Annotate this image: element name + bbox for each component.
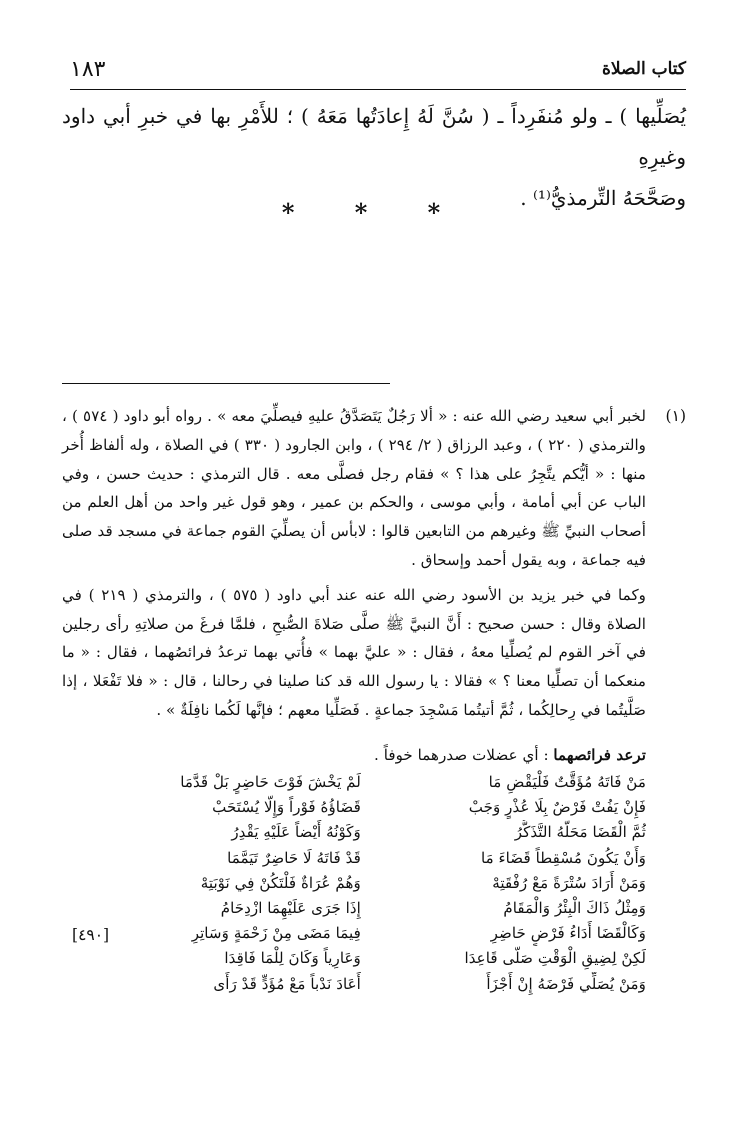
poem-hemistich-first: ثُمَّ الْقَضَا مَحَلُّهُ التَّذَكُّرُ — [514, 823, 646, 842]
poem-verse — [118, 846, 646, 871]
gloss-term: ترعد فرائصهما — [553, 746, 646, 764]
page-number: ١٨٣ — [70, 57, 106, 82]
verse-margin-number: [٤٩٠] — [72, 926, 110, 944]
running-header — [70, 57, 686, 90]
poem-verse — [118, 921, 646, 946]
poem-hemistich-first: وَمِثْلُ ذَاكَ الْبِئْرُ وَالْمَقَامُ — [503, 899, 646, 918]
poem-hemistich-second: فِيمَا مَضَى مِنْ زَحْمَةٍ وَسَاتِرِ — [191, 924, 361, 943]
main-text-line: يُصَلِّيها ) ـ ولو مُنفَرِداً ـ ( سُنَّ لَهُ إِعادَتُها مَعَهُ ) ؛ للأَمْرِ بها في خبرِ أبي داود وغيرِهِ — [62, 104, 686, 169]
footnote — [62, 402, 686, 731]
poem-verse — [118, 972, 646, 997]
poem-hemistich-first: وَمَنْ أَرَادَ سُتْرَةً مَعْ رُفْقَتِهْ — [492, 873, 646, 892]
book-title: كتاب الصلاة — [601, 59, 686, 79]
poem-hemistich-second: قَدْ فَاتَهُ لَا حَاضِرٌ تَيَمَّمَا — [227, 848, 361, 867]
poem-hemistich-second: لَمْ يَخْشَ فَوْتَ حَاضِرٍ بَلْ قَدَّمَا — [180, 773, 361, 791]
poem-hemistich-first: فَإِنْ يَفُتْ فَرْضٌ بِلَا عُذْرٍ وَجَبْ — [468, 798, 646, 817]
poem-verse — [118, 871, 646, 896]
gloss-line — [62, 742, 646, 768]
footnote-rule — [62, 383, 390, 384]
poem-hemistich-second: قَضَاؤُهُ فَوْراً وَإِلَّا يُسْتَحَبْ — [212, 798, 361, 817]
main-text-line: وصَحَّحَهُ التِّرمذيُّ⁽¹⁾ . — [520, 186, 686, 210]
footnote-number: (١) — [665, 407, 686, 425]
section-separator: * * * — [281, 198, 467, 227]
footnote-body — [62, 402, 646, 725]
poem-hemistich-first: وَأَنْ يَكُونَ مُسْقِطاً قَضَاءَ مَا — [480, 848, 646, 867]
poem-hemistich-second: وَعَارِياً وَكَانَ لِلْمَا فَاقِدَا — [224, 949, 361, 968]
poem-hemistich-second: وَهُمْ عُرَاةٌ فَلْتَكُنْ فِي نَوْبَتِهْ — [200, 873, 361, 892]
poem-verse — [118, 770, 646, 795]
poem-hemistich-second: أَعَادَ نَدْباً مَعْ مُؤَدٍّ قَدْ رَأَى — [213, 974, 361, 993]
poem-verse — [118, 896, 646, 921]
poem-hemistich-second: وَكَوْنُهُ أَيْضاً عَلَيْهِ يَقْدِرُ — [231, 823, 361, 842]
poem-verse — [118, 820, 646, 845]
poem-verse — [118, 946, 646, 971]
footnote-paragraph: لخبر أبي سعيد رضي الله عنه : « ألا رَجُلٌ يَتَصَدَّقُ عليهِ فيصلِّيَ معه » . رواه أبو داود ( ٥٧٤ ) ، والترمذي ( ٢٢٠ ) ، وعبد الرزاق ( ٢/ ٢٩٤ ) ، وابن الجارود ( ٣٣٠ ) في الصلاة ، وله ألفاظ أُخر منها : « أيُّكم يتَّجِرُ على هذا ؟ » فقام رجل فصلَّى معه . قال الترمذي : حديث حسن ، وفي الباب عن أبي أمامة ، وأبي موسى ، والحكم بن عمير ، وهو قول غير واحد من أهل العلم من أصحاب النبيِّ ﷺ وغيرهم من التابعين قالوا : لابأس أن يصلِّيَ القوم جماعة في مسجد قد صلى فيه جماعة ، وبه يقول أحمد وإسحاق . — [62, 407, 646, 569]
poem-verse — [118, 795, 646, 820]
poem — [118, 770, 646, 997]
gloss-definition: : أي عضلات صدرهما خوفاً . — [374, 746, 549, 764]
poem-hemistich-first: وَكَالْقَضَا أَدَاءُ فَرْضٍ حَاضِرِ — [490, 924, 646, 943]
poem-hemistich-first: وَمَنْ يُصَلِّي فَرْضَهُ إِنْ أَجْزَأَ — [486, 974, 646, 993]
poem-hemistich-first: مَنْ فَاتَهُ مُؤَقَّتٌ فَلْيَقْضِ مَا — [488, 773, 646, 791]
footnote-paragraph: وكما في خبر يزيد بن الأسود رضي الله عنه عند أبي داود ( ٥٧٥ ) ، والترمذي ( ٢١٩ ) في الصلاة وقال : حسن صحيح : أَنَّ النبيَّ ﷺ صلَّى صَلاةَ الصُّبحِ ، فلمَّا فرغَ من صلاتِهِ رأى رجلين في آخر القوم لم يُصلِّيا معهُ ، فقال : « عليَّ بهما » فأُتي بهما ترعدُ فرائصُهما ، فقال : « ما منعكما أن تصلِّيا معنا ؟ » فقالا : يا رسول الله قد كنا صلينا في رحالنا ، قال : « فلا تَفْعَلا ، إذا صَلَّيتُما في رِحالِكُما ، ثُمَّ أتيتُما مَسْجِدَ جماعةٍ . فَصَلِّيا معهم ؛ فإنَّها لَكُما نافِلَةٌ » . — [62, 585, 647, 719]
poem-hemistich-second: إِذَا جَرَى عَلَيْهِمَا ازْدِحَامُ — [220, 899, 361, 918]
poem-hemistich-first: لَكِنْ لِضِيقِ الْوَقْتِ صَلَّى قَاعِدَا — [464, 949, 646, 968]
